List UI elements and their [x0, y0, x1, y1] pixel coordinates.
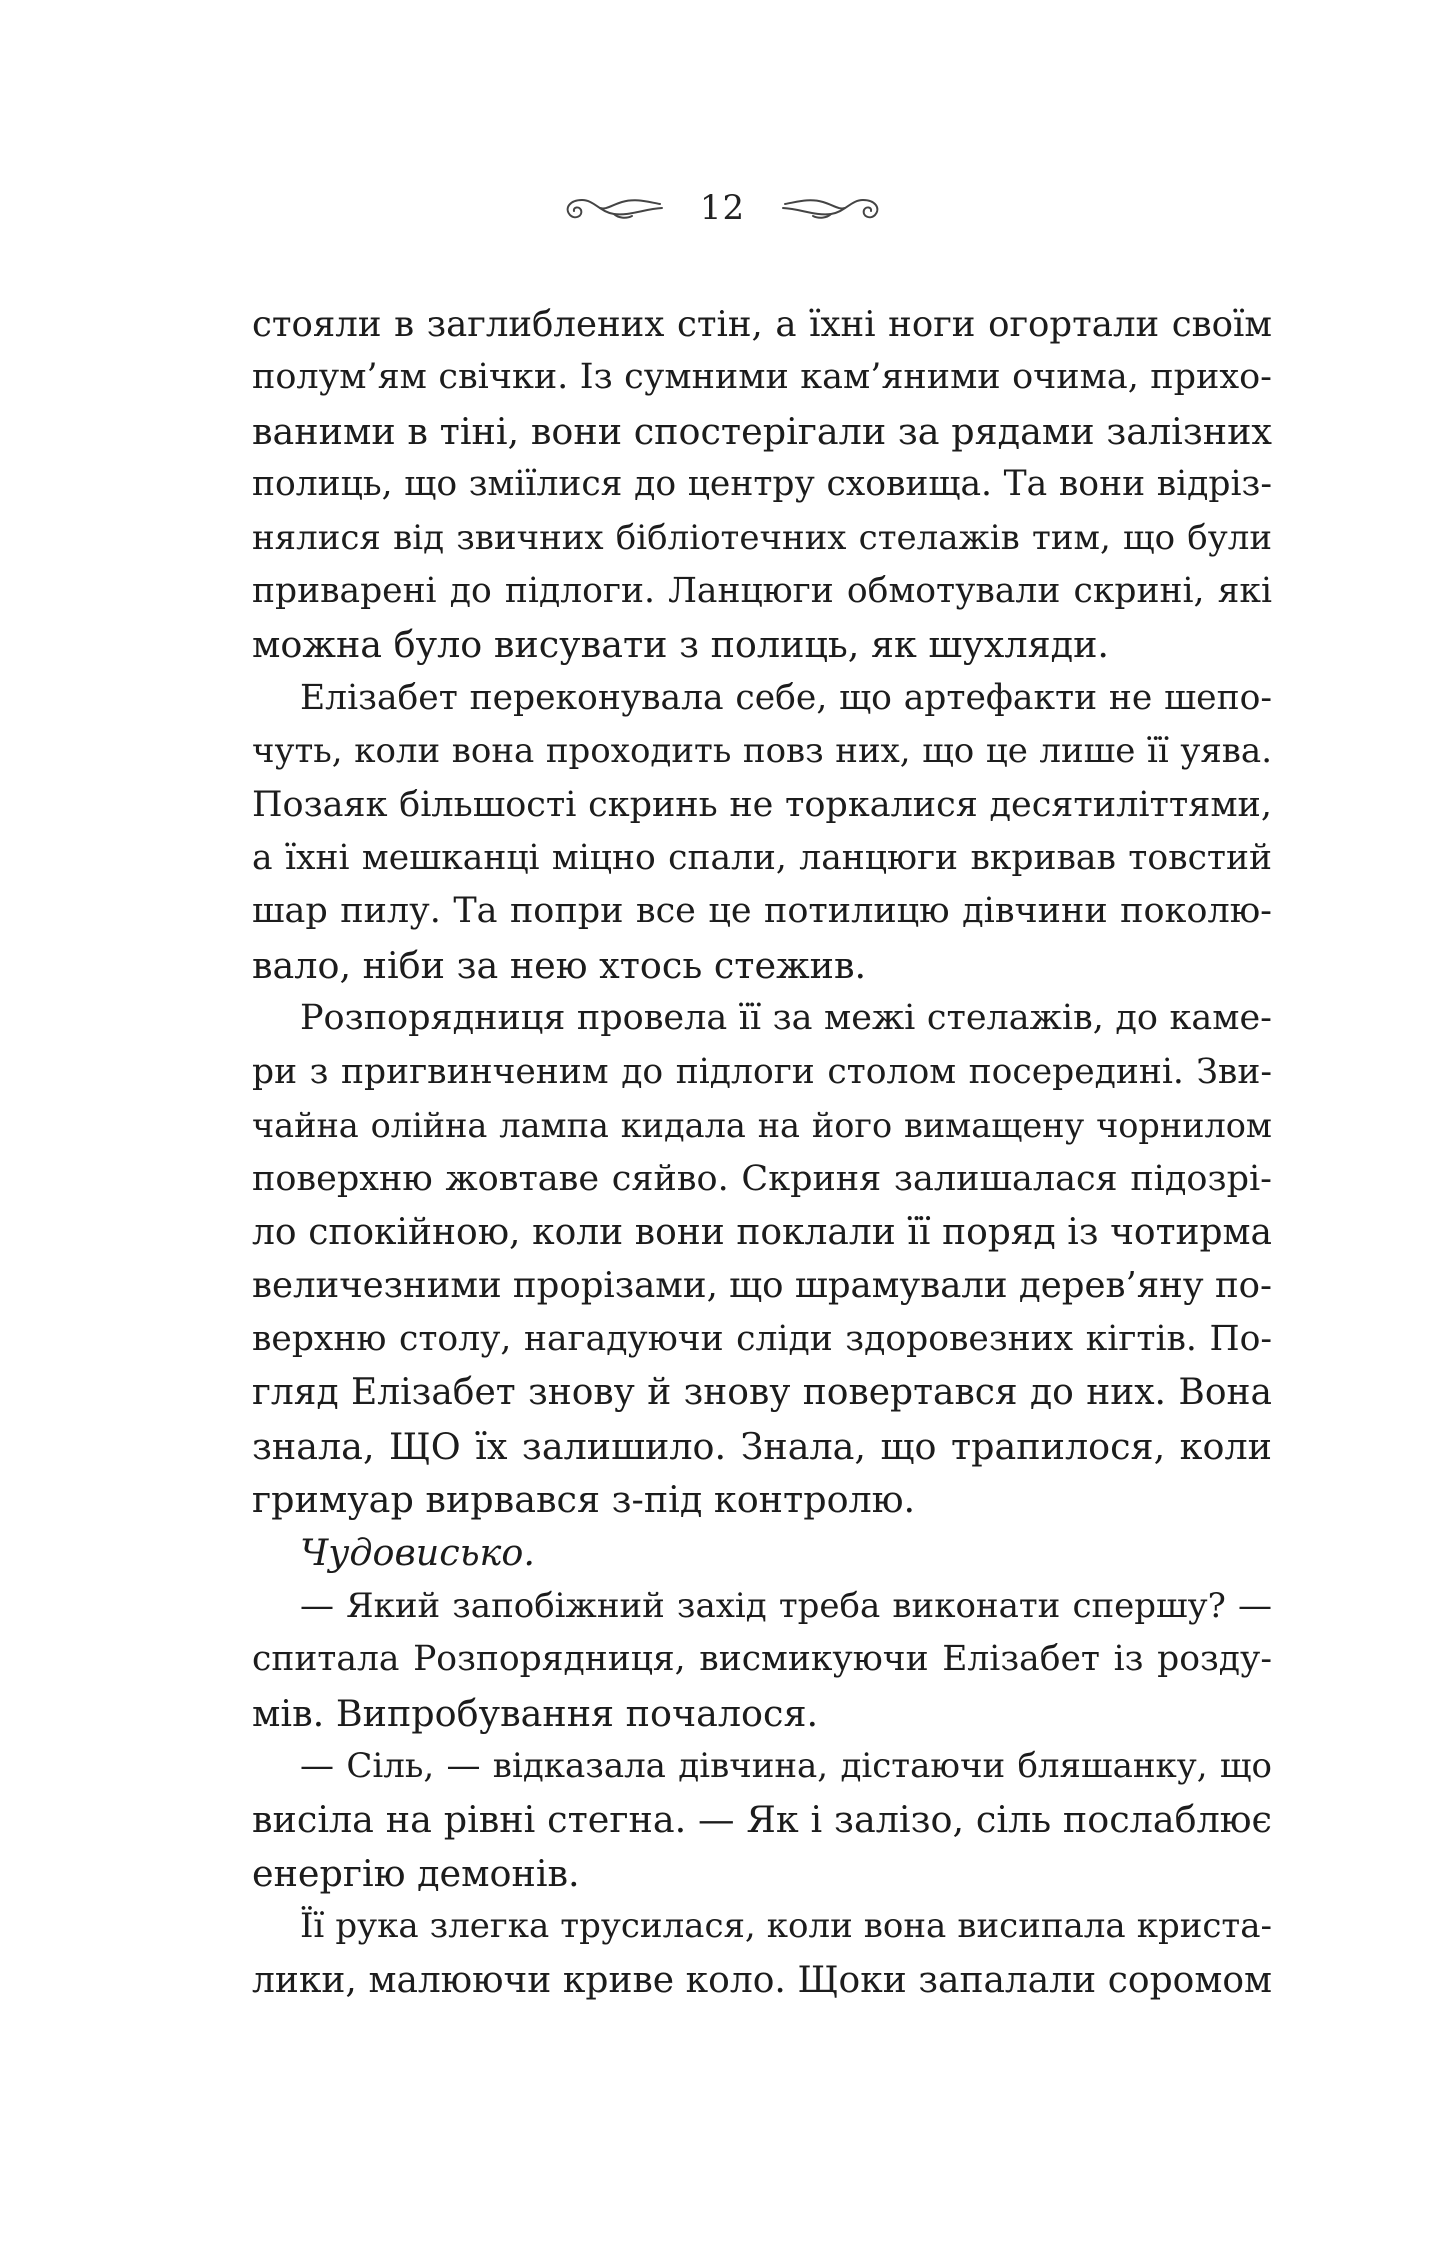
text-line: Її рука злегка трусилася, коли вона висипала криста- [300, 1906, 1272, 1947]
page-header [0, 168, 1445, 248]
text-line: ло спокійною, коли вони поклали її поряд із чотирма [252, 1211, 1272, 1253]
body-text [252, 298, 1272, 2007]
text-line: лики, малюючи криве коло. Щоки запалали соромом [252, 1959, 1272, 2001]
text-line: величезними прорізами, що шрамували дерев’яну по- [252, 1265, 1272, 1307]
text-line: поверхню жовтаве сяйво. Скриня залишалася підозрі- [252, 1158, 1272, 1199]
text-line: Розпорядниця провела її за межі стелажів, до каме- [300, 998, 1272, 1039]
text-line: можна було висувати з полиць, як шухляди. [252, 623, 1110, 667]
text-line: нялися від звичних бібліотечних стелажів тим, що були [252, 517, 1272, 558]
text-line: полиць, що зміїлися до центру сховища. Та вони відріз- [252, 464, 1272, 505]
text-line: стояли в заглиблених стін, а їхні ноги огортали своїм [252, 304, 1272, 345]
text-line: Елізабет переконувала себе, що артефакти не шепо- [300, 677, 1272, 718]
text-line: шар пилу. Та попри все це потилицю дівчини поколю- [252, 891, 1272, 932]
text-line: ри з пригвинченим до підлоги столом посередині. Зви- [252, 1051, 1272, 1092]
text-line: Позаяк більшості скринь не торкалися десятиліттями, [252, 784, 1272, 825]
text-line: гримуар вирвався з-під контролю. [252, 1477, 916, 1521]
text-line: полум’ям свічки. Із сумними кам’яними очима, прихо- [252, 357, 1272, 398]
text-line: спитала Розпорядниця, висмикуючи Елізабет із розду- [252, 1639, 1272, 1680]
text-line: ваними в тіні, вони спостерігали за рядами залізних [252, 409, 1272, 453]
text-line: гляд Елізабет знову й знову повертався до них. Вона [252, 1372, 1272, 1414]
text-line: енергію демонів. [252, 1851, 580, 1895]
text-line: — Який запобіжний захід треба виконати спершу? — [300, 1585, 1272, 1626]
text-line: висіла на рівні стегна. — Як і залізо, сіль послаблює [252, 1798, 1272, 1842]
text-line: а їхні мешканці міцно спали, ланцюги вкривав товстий [252, 838, 1272, 879]
text-line: — Сіль, — відказала дівчина, дістаючи бляшанку, що [300, 1745, 1272, 1786]
text-line: знала, ЩО їх залишило. Знала, що трапилося, коли [252, 1424, 1272, 1468]
text-line: мів. Випробування почалося. [252, 1691, 819, 1735]
page-number: 12 [699, 188, 746, 228]
text-line: верхню столу, нагадуючи сліди здоровезних кігтів. По- [252, 1318, 1272, 1359]
text-line: чайна олійна лампа кидала на його вимащену чорнилом [252, 1106, 1272, 1146]
text-line: Чудовисько. [300, 1531, 535, 1575]
text-line: вало, ніби за нею хтось стежив. [252, 943, 867, 987]
left-flourish-ornament [556, 188, 666, 228]
text-line: чуть, коли вона проходить повз них, що це лише її уява. [252, 731, 1272, 772]
right-flourish-ornament [779, 188, 889, 228]
text-line: приварені до підлоги. Ланцюги обмотували скрині, які [252, 571, 1272, 612]
